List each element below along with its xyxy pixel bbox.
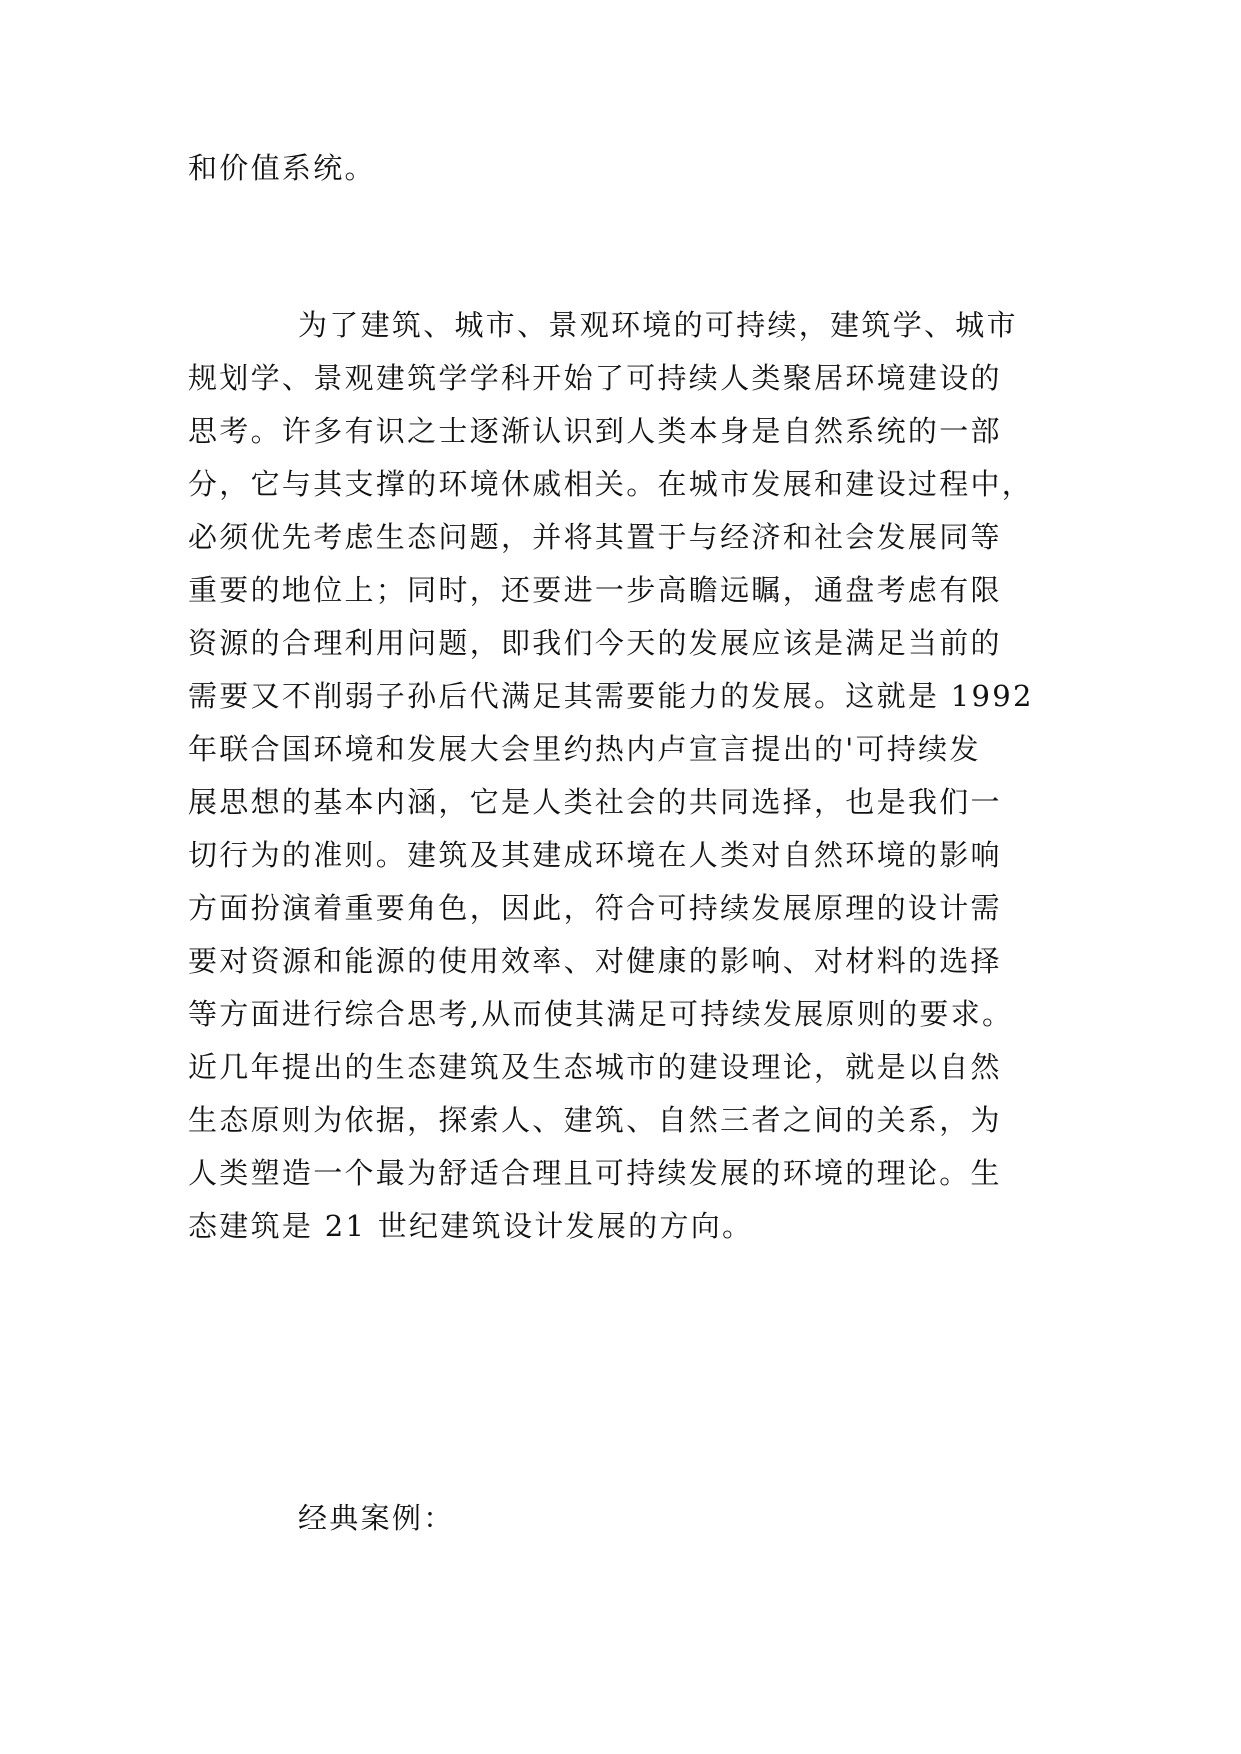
paragraph-line: 生态原则为依据，探索人、建筑、自然三者之间的关系，为	[188, 1103, 1002, 1137]
paragraph-line: 人类塑造一个最为舒适合理且可持续发展的环境的理论。生	[188, 1156, 1002, 1190]
paragraph-line: 重要的地位上；同时，还要进一步高瞻远瞩，通盘考虑有限	[188, 573, 1002, 607]
paragraph-line: 为了建筑、城市、景观环境的可持续，建筑学、城市	[298, 308, 1018, 342]
paragraph-line: 规划学、景观建筑学学科开始了可持续人类聚居环境建设的	[188, 361, 1002, 395]
paragraph-line: 年联合国环境和发展大会里约热内卢宣言提出的'可持续发	[188, 732, 981, 766]
section-heading: 经典案例：	[298, 1501, 455, 1535]
paragraph-line: 要对资源和能源的使用效率、对健康的影响、对材料的选择	[188, 944, 1002, 978]
paragraph-line: 分，它与其支撑的环境休戚相关。在城市发展和建设过程中，	[188, 467, 1034, 501]
paragraph-line: 必须优先考虑生态问题，并将其置于与经济和社会发展同等	[188, 520, 1002, 554]
paragraph-line: 切行为的准则。建筑及其建成环境在人类对自然环境的影响	[188, 838, 1002, 872]
paragraph-line: 等方面进行综合思考,从而使其满足可持续发展原则的要求。	[188, 997, 1014, 1031]
paragraph-line: 态建筑是 21 世纪建筑设计发展的方向。	[188, 1209, 754, 1243]
paragraph-line: 近几年提出的生态建筑及生态城市的建设理论，就是以自然	[188, 1050, 1002, 1084]
paragraph-line: 需要又不削弱子孙后代满足其需要能力的发展。这就是 1992	[188, 679, 1034, 713]
carryover-line: 和价值系统。	[188, 151, 376, 185]
paragraph-line: 思考。许多有识之士逐渐认识到人类本身是自然系统的一部	[188, 414, 1002, 448]
paragraph-line: 展思想的基本内涵，它是人类社会的共同选择，也是我们一	[188, 785, 1002, 819]
paragraph-line: 资源的合理利用问题，即我们今天的发展应该是满足当前的	[188, 626, 1002, 660]
paragraph-line: 方面扮演着重要角色，因此，符合可持续发展原理的设计需	[188, 891, 1002, 925]
